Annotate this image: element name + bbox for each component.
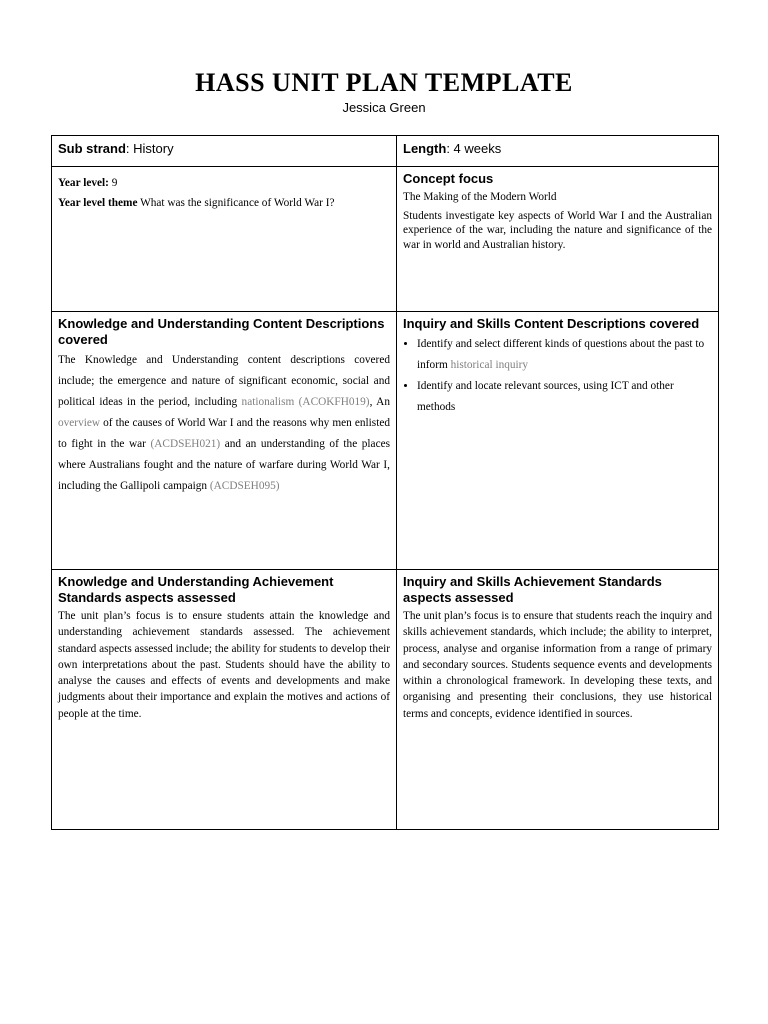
historical-inquiry-link[interactable]: historical inquiry xyxy=(450,359,529,371)
ku-text-part: , An xyxy=(369,396,390,408)
year-level-cell xyxy=(52,167,397,312)
year-level xyxy=(58,175,390,191)
is-achievement-text: The unit plan’s focus is to ensure that students reach the inquiry and skills achievement standards, which include; the ability to interpret, process, analyse and organise information from a range of primary and secondary sources. Students sequence events and developments within a chronological framework. In developing these texts, and organising and presenting their conclusions, they use historical terms and concepts, evidence identified in sources. xyxy=(403,610,712,720)
ku-text-part: and an understanding of the places where Australians fought and the nature of warfare during World War I, including the Gallipoli campaign xyxy=(58,438,390,492)
acdseh095-link[interactable]: (ACDSEH095) xyxy=(209,480,280,492)
list-item xyxy=(417,334,712,376)
author-name: Jessica Green xyxy=(342,100,426,115)
year-level-theme xyxy=(58,195,390,211)
table-row xyxy=(52,570,719,830)
concept-subtitle: The Making of the Modern World xyxy=(403,191,557,203)
length-value: : 4 weeks xyxy=(446,141,502,156)
sub-strand-field xyxy=(58,141,174,156)
bullet-text: Identify and locate relevant sources, using ICT and other methods xyxy=(417,380,674,413)
concept-focus-heading: Concept focus xyxy=(403,171,494,186)
ku-achievement-cell xyxy=(52,570,397,830)
length-cell xyxy=(397,136,719,167)
concept-focus-cell xyxy=(397,167,719,312)
list-item xyxy=(417,376,712,418)
length-label: Length xyxy=(403,141,447,156)
sub-strand-cell xyxy=(52,136,397,167)
ku-achievement-heading: Knowledge and Understanding Achievement Standards aspects assessed xyxy=(58,574,334,605)
year-level-value: 9 xyxy=(108,177,118,189)
nationalism-link[interactable]: nationalism (ACOKFH019) xyxy=(241,396,370,408)
table-row xyxy=(52,167,719,312)
table-row xyxy=(52,136,719,167)
sub-strand-value: : History xyxy=(125,141,174,156)
ku-text-part: The Knowledge and Understanding content descriptions covered include; the emergence and nature of significant economic, social and political ideas in the period, including xyxy=(58,354,390,408)
is-content-list xyxy=(403,334,712,418)
theme-label: Year level theme xyxy=(58,197,138,209)
is-achievement-cell xyxy=(397,570,719,830)
acdseh021-link[interactable]: (ACDSEH021) xyxy=(150,438,221,450)
concept-text: Students investigate key aspects of World War I and the Australian experience of the war, including the nature and significance of the war in world and Australian history. xyxy=(403,209,712,251)
year-level-label: Year level: xyxy=(58,177,109,189)
overview-link[interactable]: overview xyxy=(58,417,101,429)
table-row xyxy=(52,312,719,570)
sub-strand-label: Sub strand xyxy=(58,141,126,156)
theme-value: What was the significance of World War I? xyxy=(137,197,335,209)
ku-content-cell xyxy=(52,312,397,570)
ku-content-text xyxy=(58,350,390,497)
ku-text-part: of the causes of World War I and the reasons why men enlisted to fight in the war xyxy=(58,417,390,450)
is-achievement-heading: Inquiry and Skills Achievement Standards aspects assessed xyxy=(403,574,662,605)
ku-content-heading: Knowledge and Understanding Content Descriptions covered xyxy=(58,316,385,347)
ku-achievement-text: The unit plan’s focus is to ensure students attain the knowledge and understanding achievement standards assessed. The achievement standard aspects assessed include; the ability for students to develop their own interpretations about the past. Students should have the ability to analyse the causes and effects of events and developments and make judgments about their importance and explain the motives and actions of people at the time. xyxy=(58,610,390,720)
is-content-heading: Inquiry and Skills Content Descriptions covered xyxy=(403,316,700,331)
length-field xyxy=(403,141,501,156)
unit-plan-table xyxy=(51,135,719,830)
document-title: HASS UNIT PLAN TEMPLATE xyxy=(195,68,573,97)
bullet-text: Identify and select different kinds of questions about the past to inform xyxy=(417,338,705,371)
is-content-cell xyxy=(397,312,719,570)
